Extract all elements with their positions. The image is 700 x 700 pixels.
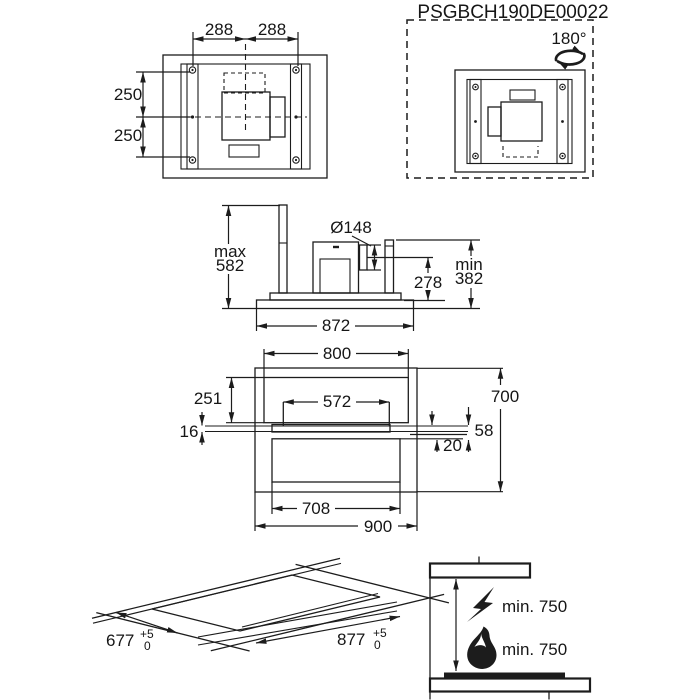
dim-872: 872 — [321, 316, 351, 335]
dim-572: 572 — [322, 392, 352, 411]
rotated-inner-body — [467, 80, 572, 164]
hood-body-plate — [257, 300, 414, 309]
dim-250-lower: 250 — [113, 126, 143, 145]
panel-edge-topleft — [92, 558, 340, 618]
clearance-view — [430, 557, 590, 700]
dim-800: 800 — [322, 344, 352, 363]
dim-877: 877 — [337, 630, 366, 649]
dim-250-upper: 250 — [113, 85, 143, 104]
rotation-angle-label: 180° — [551, 29, 587, 48]
suspension-rod-left — [279, 205, 287, 293]
side-view — [214, 205, 483, 335]
rotated-duct-outline-dashed — [503, 146, 538, 157]
dim-duct-diameter: Ø148 — [330, 218, 372, 237]
hood-profile — [430, 564, 530, 578]
lower-section — [272, 439, 400, 482]
dim-677: 677 — [106, 631, 135, 650]
dim-58: 58 — [474, 421, 494, 440]
dim-20: 20 — [443, 436, 462, 455]
top-view — [114, 20, 327, 178]
dim-251: 251 — [193, 389, 223, 408]
model-code: PSGBCH190DE00022 — [417, 2, 609, 23]
rotated-motor-outlet — [488, 107, 501, 136]
rotated-junction-box — [510, 90, 535, 100]
dim-900: 900 — [363, 517, 393, 536]
dim-708: 708 — [301, 499, 331, 518]
dim-min-value: 382 — [454, 269, 484, 288]
front-view — [180, 344, 520, 536]
dim-288-right: 288 — [257, 20, 287, 39]
clearance-electric: min. 750 — [502, 597, 568, 616]
duct-outline-dashed — [224, 73, 265, 93]
dim-700: 700 — [490, 387, 520, 406]
hood-top-plate — [270, 293, 401, 300]
dim-278: 278 — [413, 273, 443, 292]
suspension-rod-right — [385, 240, 394, 293]
rotated-view — [407, 2, 609, 178]
dim-677-tol-plus: +5 — [140, 627, 154, 641]
counter-profile — [430, 679, 590, 692]
dim-288-left: 288 — [204, 20, 234, 39]
dim-min-label: min — [455, 255, 483, 274]
cutout-extension-line-1 — [198, 602, 397, 637]
junction-box — [229, 145, 259, 157]
dim-max-value: 582 — [215, 256, 245, 275]
rotated-screw-holes — [473, 84, 566, 159]
dim-877-tol-zero: 0 — [374, 638, 381, 652]
duct-spigot — [360, 245, 368, 270]
cutout-opening — [152, 575, 380, 631]
rotate-180-icon — [556, 51, 584, 65]
dim-16: 16 — [179, 422, 199, 441]
flame-icon — [467, 627, 496, 669]
screw-holes — [189, 67, 299, 163]
cutout-view — [92, 558, 449, 653]
dim-877-tol-plus: +5 — [373, 626, 387, 640]
outer-frame — [255, 368, 417, 492]
lightning-bolt-icon — [467, 587, 494, 622]
rotated-motor-box — [501, 102, 542, 141]
panel-edge-topright — [296, 564, 449, 603]
dim-max-label: max — [213, 242, 247, 261]
clearance-gas: min. 750 — [502, 640, 568, 659]
motor-opening — [320, 259, 350, 293]
cutout-opening-inner-edge — [242, 594, 378, 628]
dim-677-tol-zero: 0 — [144, 639, 151, 653]
